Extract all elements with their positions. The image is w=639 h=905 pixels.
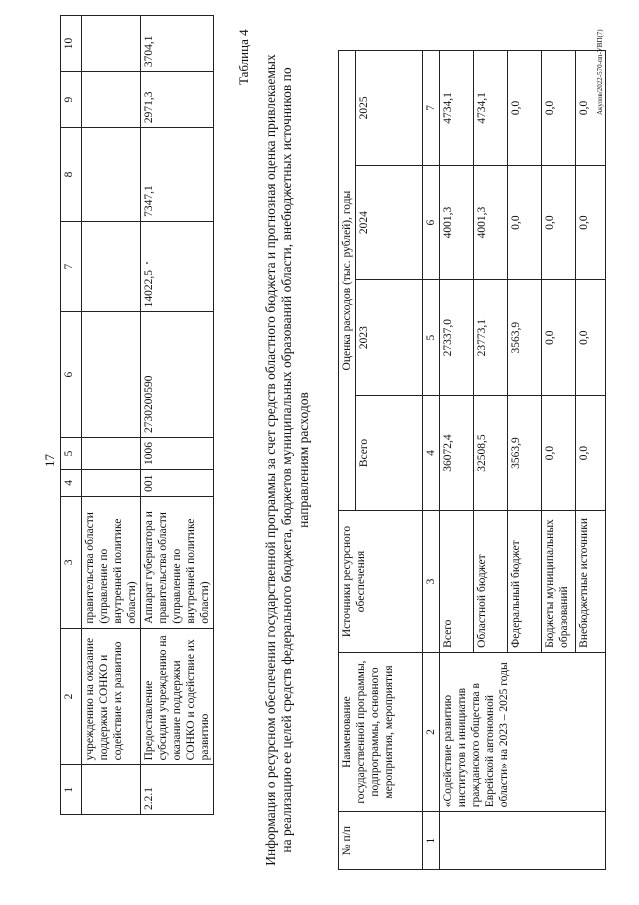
- top-header-cell: 2: [61, 628, 82, 765]
- value-total: 0,0: [542, 395, 576, 510]
- top-cell-csr: 2730200590: [141, 312, 214, 438]
- top-cell: [82, 128, 141, 222]
- top-cell: [82, 437, 141, 469]
- top-header-cell: 10: [61, 16, 82, 72]
- header-total: Всего: [356, 395, 423, 510]
- top-table: [60, 15, 214, 815]
- top-cell: [82, 312, 141, 438]
- column-number: 7: [423, 51, 440, 166]
- top-header-cell: 1: [61, 765, 82, 815]
- top-header-cell: 8: [61, 128, 82, 222]
- value-2023: 3563,9: [508, 280, 542, 395]
- top-cell-name: Предоставление субсидии учреждению на оказание поддержки СОНКО и содействие их развитию: [141, 628, 214, 765]
- top-cell: [82, 72, 141, 128]
- top-cell-year3: 3704,1: [141, 16, 214, 72]
- value-2025: 0,0: [542, 51, 576, 166]
- top-header-cell: 3: [61, 496, 82, 628]
- header-name: Наименование государственной программы, подпрограммы, основного мероприятия, мероприятия: [339, 652, 423, 811]
- value-2024: 0,0: [542, 165, 576, 280]
- top-table-header-row: [61, 16, 82, 815]
- source-cell: Всего: [440, 511, 474, 653]
- header-source: Источники ресурсного обеспечения: [339, 511, 423, 653]
- value-2024: 4001,3: [440, 165, 474, 280]
- value-2025: 0,0: [576, 51, 606, 166]
- column-number: 3: [423, 511, 440, 653]
- value-total: 32508,5: [474, 395, 508, 510]
- value-2023: 0,0: [542, 280, 576, 395]
- top-cell-rzpr: 1006: [141, 437, 214, 469]
- table-caption: Таблица 4: [236, 29, 251, 85]
- header-2024: 2024: [356, 165, 423, 280]
- program-num-cell: [440, 812, 606, 870]
- top-header-cell: 5: [61, 437, 82, 469]
- column-number: 5: [423, 280, 440, 395]
- column-number: 1: [423, 812, 440, 870]
- scan-speck: [146, 262, 148, 264]
- top-header-cell: 7: [61, 221, 82, 311]
- page-number: 17: [42, 454, 57, 467]
- source-cell: Внебюджетные источники: [576, 511, 606, 653]
- column-number: 2: [423, 652, 440, 811]
- value-total: 3563,9: [508, 395, 542, 510]
- value-2025: 4734,1: [440, 51, 474, 166]
- top-cell-grbs: 001: [141, 469, 214, 496]
- value-2024: 4001,3: [474, 165, 508, 280]
- column-number-row: [423, 51, 440, 870]
- top-header-cell: 6: [61, 312, 82, 438]
- source-cell: Федеральный бюджет: [508, 511, 542, 653]
- column-number: 6: [423, 165, 440, 280]
- value-2024: 0,0: [508, 165, 542, 280]
- table-row: [440, 51, 474, 870]
- top-cell: [82, 16, 141, 72]
- header-2023: 2023: [356, 280, 423, 395]
- source-cell: Областной бюджет: [474, 511, 508, 653]
- value-total: 36072,4: [440, 395, 474, 510]
- section-heading: Информация о ресурсном обеспечении государственной программы за счет средств областного бюджета и прогнозная оценка привлекаемых на реализацию ее целей средств федерального бюджета, бюджетов муниципальных образований области, внебюджетных источников по направлениям расходов: [263, 54, 311, 866]
- header-2025: 2025: [356, 51, 423, 166]
- table-row: [141, 16, 214, 815]
- top-cell: [82, 765, 141, 815]
- top-cell: [82, 221, 141, 311]
- top-cell-number: 2.2.1: [141, 765, 214, 815]
- top-cell-total: 14022,5: [141, 221, 214, 311]
- value-2023: 27337,0: [440, 280, 474, 395]
- column-number: 4: [423, 395, 440, 510]
- footer-code: Акулов/2022-570-пп-УВП(7): [596, 29, 604, 115]
- source-cell: Бюджеты муниципальных образований: [542, 511, 576, 653]
- value-2023: 23773,1: [474, 280, 508, 395]
- header-estimate: Оценка расходов (тыс. рублей), годы: [339, 51, 356, 511]
- top-header-cell: 9: [61, 72, 82, 128]
- value-2025: 4734,1: [474, 51, 508, 166]
- resource-table: [338, 50, 606, 870]
- value-2025: 0,0: [508, 51, 542, 166]
- top-header-cell: 4: [61, 469, 82, 496]
- top-cell-year1: 7347,1: [141, 128, 214, 222]
- program-name: «Содействие развитию институтов и инициатив гражданского общества в Еврейской автономной области» на 2023 – 2025 годы: [440, 652, 606, 811]
- top-cell-executor: Аппарат губернатора и правительства области (управление по внутренней политике области): [141, 496, 214, 628]
- header-num: № п/п: [339, 812, 423, 870]
- top-cell-name: учреждению на оказание поддержки СОНКО и содействие их развитию: [82, 628, 141, 765]
- value-2023: 0,0: [576, 280, 606, 395]
- top-cell: [82, 469, 141, 496]
- resource-header-row: [339, 51, 356, 870]
- table-row: [82, 16, 141, 815]
- top-cell-executor: правительства области (управление по внутренней политике области): [82, 496, 141, 628]
- value-2024: 0,0: [576, 165, 606, 280]
- value-total: 0,0: [576, 395, 606, 510]
- top-cell-year2: 2971,3: [141, 72, 214, 128]
